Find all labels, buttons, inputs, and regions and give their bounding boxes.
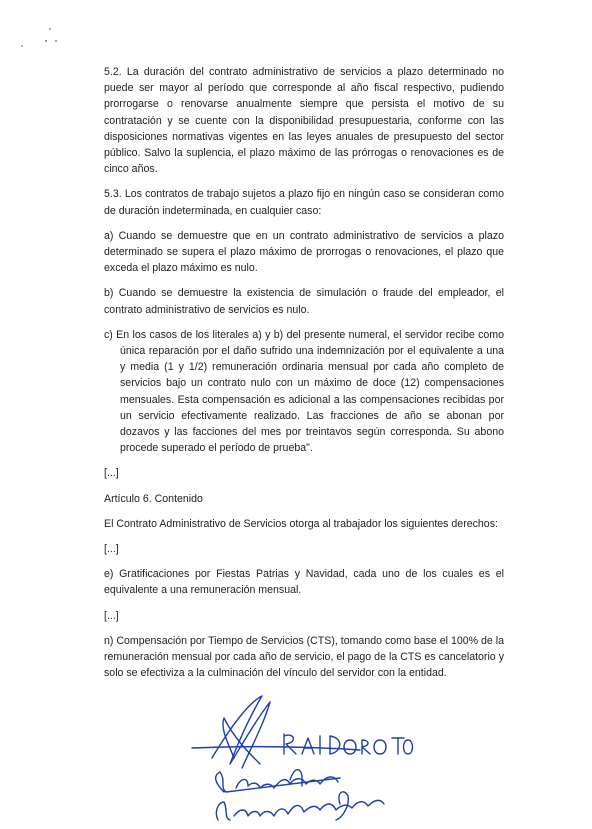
signature-stroke [212, 696, 270, 768]
signature-stroke [392, 738, 404, 754]
paragraph-article-6: El Contrato Administrativo de Servicios otorga al trabajador los siguientes derechos: [104, 517, 498, 530]
signature-stroke [216, 802, 230, 820]
article-heading: Artículo 6. Contenido [104, 492, 203, 505]
scan-specks [18, 24, 68, 54]
ellipsis-3: [...] [104, 609, 119, 622]
handwritten-signatures [190, 688, 420, 828]
item-e: e) Gratificaciones por Fiestas Patrias y Navidad, cada uno de los cuales es el equivalente a una remuneración mensual. [104, 568, 504, 597]
paragraph-5-3: 5.3. Los contratos de trabajo sujetos a plazo fijo en ningún caso se consideran como de duración indeterminada, en cualquier caso: [104, 188, 504, 217]
paragraph-5-2: 5.2. La duración del contrato administrativo de servicios a plazo determinado no puede ser mayor al período que corresponde al año fiscal respectivo, pudiendo prorrogarse o renovarse anualmente siempre que persista el motivo de su contratación y se cuente con la disponibilidad presupuestaria, conforme con las disposiciones normativas vigentes en las leyes anuales de presupuesto del sector público. Salvo la suplencia, el plazo máximo de las prórrogas o renovaciones es de cinco años. [104, 66, 504, 176]
item-b: b) Cuando se demuestre la existencia de simulación o fraude del empleador, el contrato administrativo de servicios es nulo. [104, 287, 504, 316]
document-body [104, 64, 504, 691]
item-c: c) En los casos de los literales a) y b) del presente numeral, el servidor recibe como única reparación por el daño sufrido una indemnización por el equivalente a una y media (1 y 1/2) remuneración ordinaria mensual por cada año completo de servicios bajo un contrato nulo con un máximo de doce (12) compensaciones mensuales. Esta compensación es adicional a las compensaciones recibidas por un servicio efectivamente realizado. Las fracciones de año se abonan por dozavos y las facciones del mes por treintavos según corresponda. Su abono procede superado el período de prueba". [104, 328, 504, 455]
signature-stroke [284, 734, 296, 754]
item-a: a) Cuando se demuestre que en un contrato administrativo de servicios a plazo determinado se supera el plazo máximo de prorrogas o renovaciones, el plazo que exceda el plazo máximo es nulo. [104, 229, 504, 275]
signature-stroke [234, 800, 384, 816]
signature-stroke [302, 738, 314, 754]
signature-stroke [362, 740, 370, 754]
item-n: n) Compensación por Tiempo de Servicios (CTS), tomando como base el 100% de la remuneración mensual por cada año de servicio, el pago de la CTS es cancelatorio y solo se efectiviza a la culminación del vínculo del servidor con la entidad. [104, 634, 504, 680]
signature-stroke [330, 736, 340, 754]
signature-stroke [374, 740, 386, 754]
ellipsis-1: [...] [104, 467, 119, 480]
signature-stroke [236, 777, 338, 788]
ellipsis-2: [...] [104, 543, 119, 556]
signature-stroke [344, 740, 356, 754]
signature-stroke [404, 740, 413, 754]
